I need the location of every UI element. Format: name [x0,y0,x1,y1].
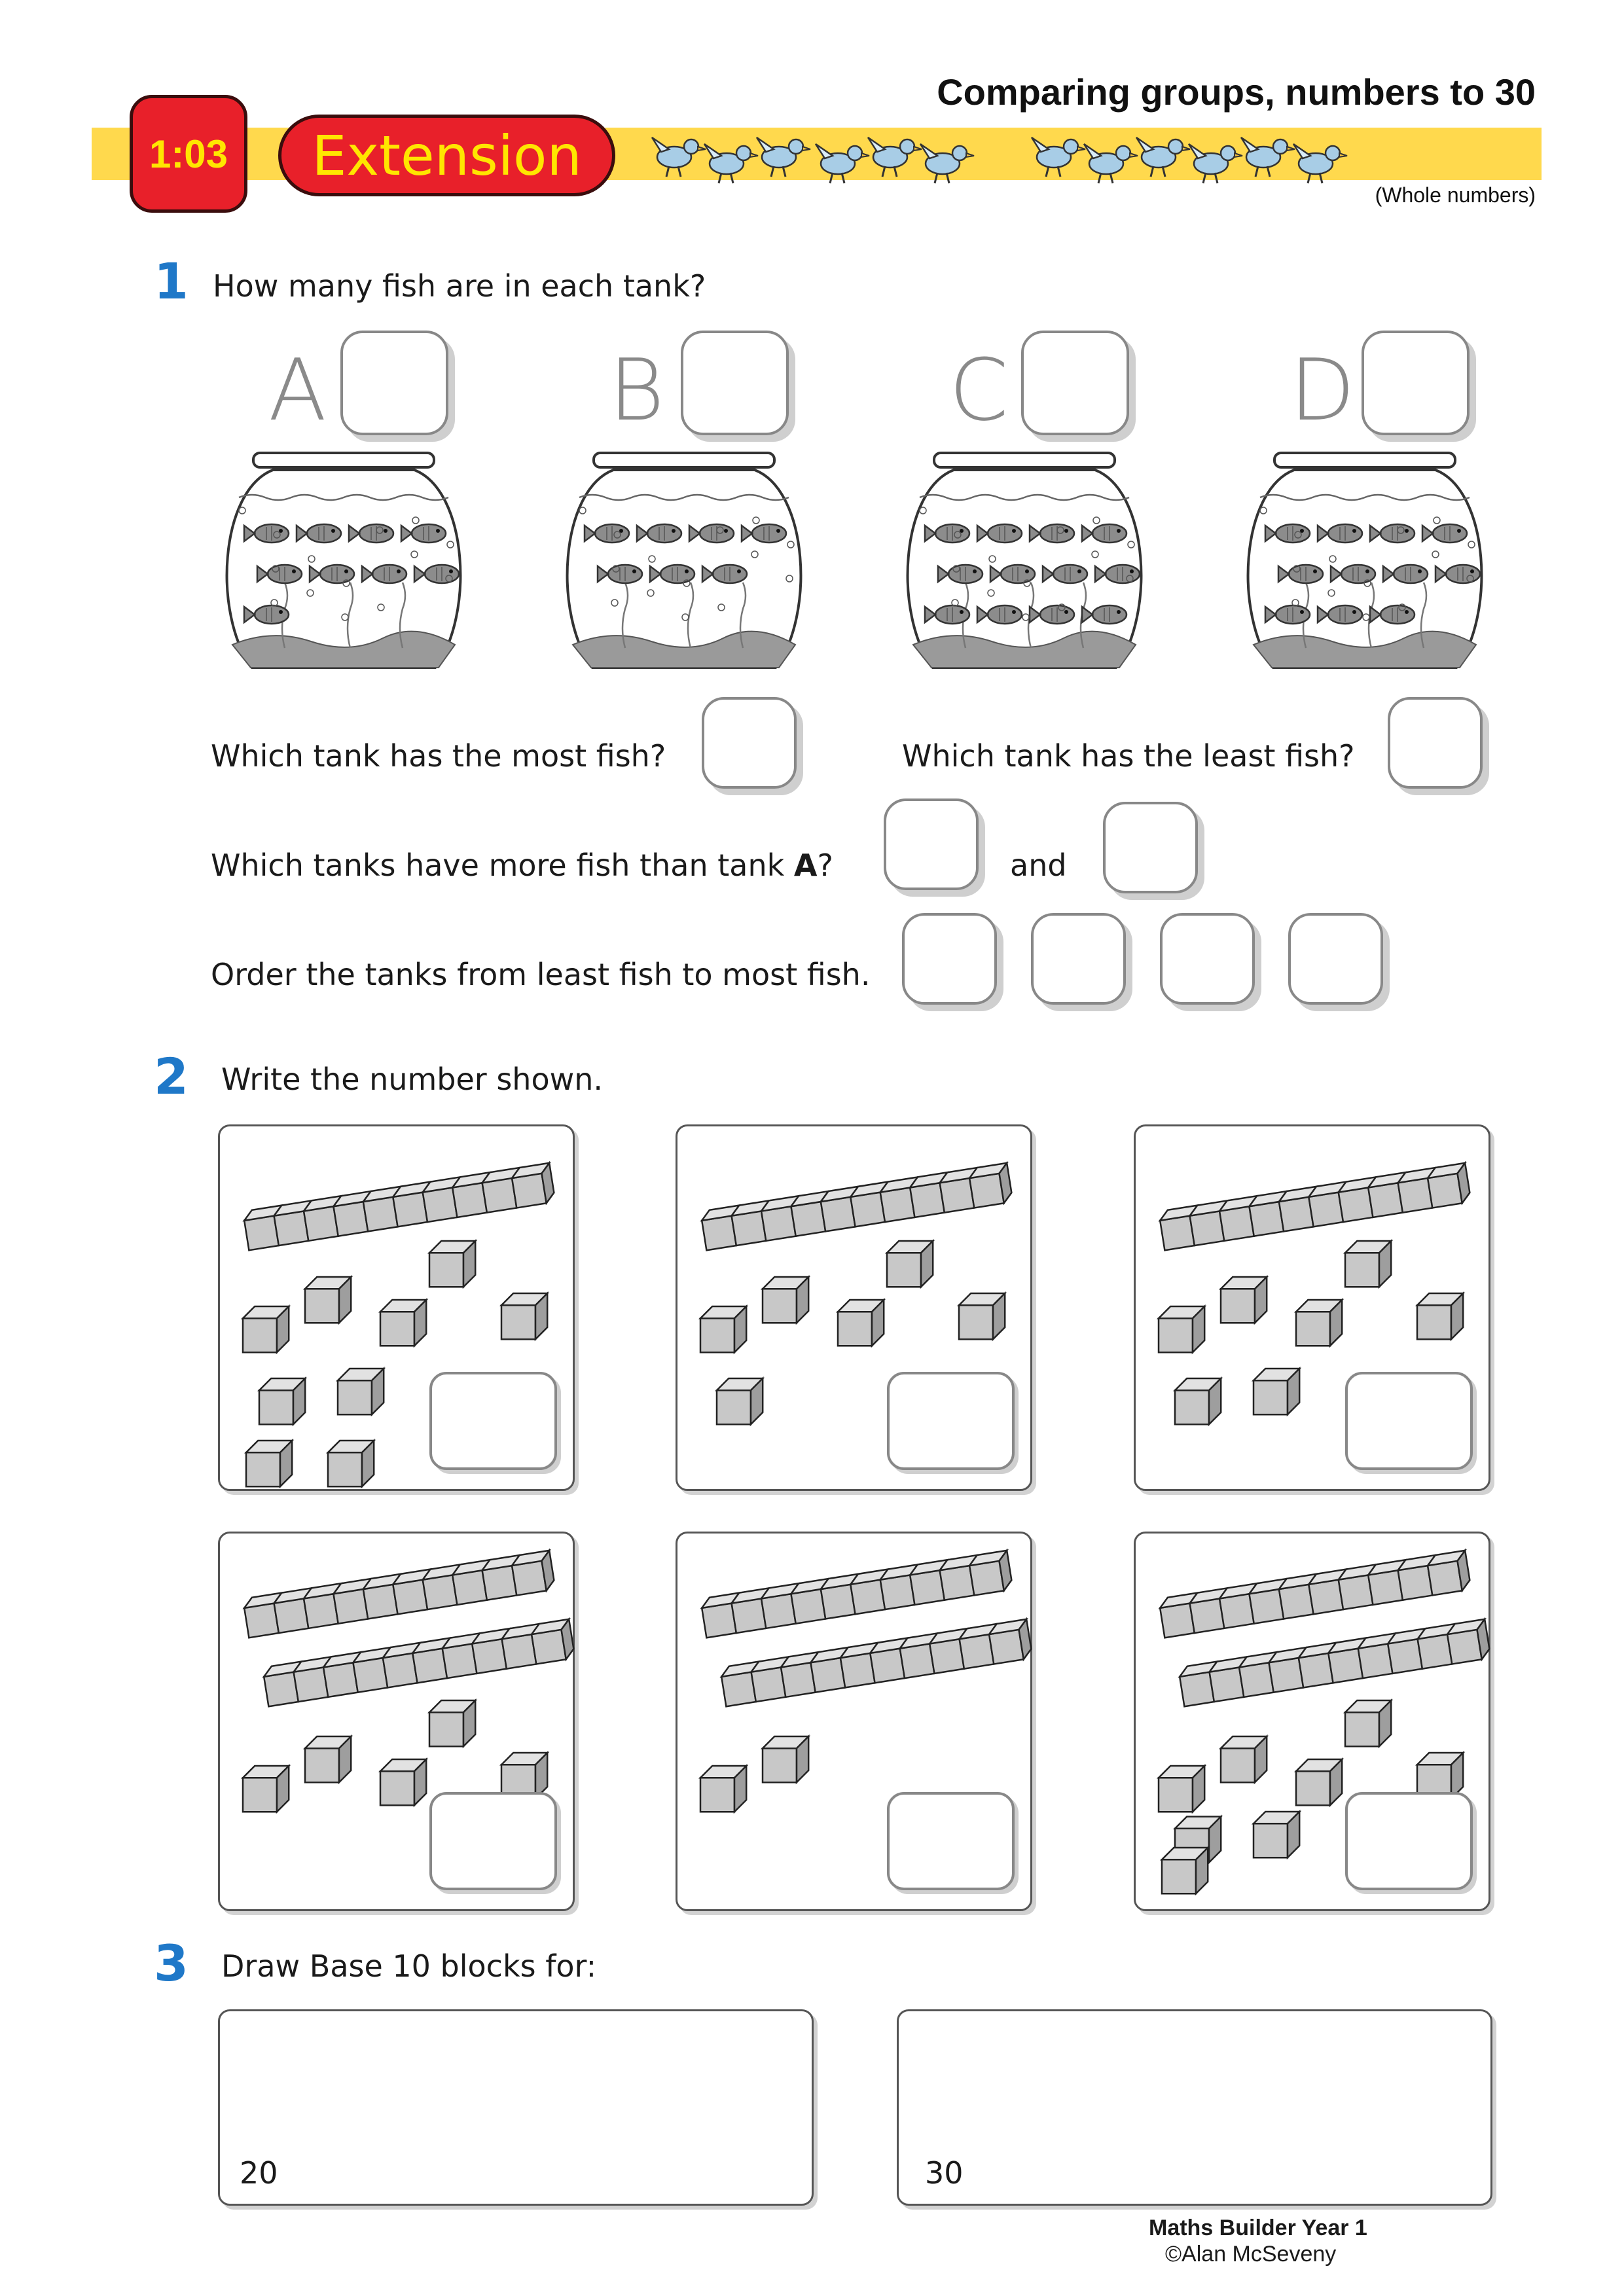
unit-cube [501,1293,547,1339]
question-2-prompt: Write the number shown. [221,1062,603,1097]
bird-icon [704,144,758,183]
unit-cube [959,1293,1005,1339]
tank-letter-b: B [609,340,665,440]
unit-cube [380,1300,426,1346]
unit-cube [380,1759,426,1805]
unit-cube [243,1306,289,1352]
unit-cube [700,1766,746,1812]
bird-icon [1293,144,1347,183]
question-1-prompt: How many fish are in each tank? [213,268,706,304]
footer-book-title: Maths Builder Year 1 [1149,2215,1367,2240]
bird-icon [1084,144,1138,183]
base-ten-panel-1 [218,1124,575,1491]
draw-box-20[interactable] [218,2009,814,2206]
tank-count-box-b[interactable] [681,331,789,435]
base-ten-panel-3 [1134,1124,1490,1491]
least-fish-prompt: Which tank has the least fish? [902,738,1355,774]
unit-cube [328,1441,374,1486]
order-answer-box-4[interactable] [1288,913,1383,1005]
ten-rod [700,1163,1013,1250]
more-than-a-answer-box-1[interactable] [884,798,979,890]
tank-count-box-c[interactable] [1021,331,1129,435]
unit-cube [259,1378,305,1424]
number-answer-box-3[interactable] [1345,1372,1473,1470]
base-ten-panel-6 [1134,1532,1490,1911]
more-than-a-prompt-post: ? [817,848,833,883]
unit-cube [305,1277,351,1323]
unit-cube [1345,1700,1391,1746]
ten-rod [243,1163,556,1250]
base-ten-panel-2 [676,1124,1032,1491]
more-than-a-prompt [211,848,833,883]
ten-rod [720,1619,1033,1706]
ten-rod [1178,1619,1491,1706]
base-ten-panel-4 [218,1532,575,1911]
ten-rod [262,1619,575,1706]
tank-count-box-a[interactable] [340,331,448,435]
ten-rod [700,1551,1013,1638]
question-number-2: 2 [154,1047,189,1105]
bird-icon [1032,137,1085,177]
bird-icon [1136,137,1190,177]
unit-cube [1345,1241,1391,1287]
ten-rod [1159,1163,1471,1250]
footer-copyright: ©Alan McSeveny [1165,2242,1337,2267]
tank-a-reference: A [793,848,818,883]
order-answer-box-2[interactable] [1031,913,1126,1005]
bird-icon [816,144,869,183]
fish-tank-b [553,452,841,677]
bird-icon [920,144,974,183]
unit-cube [243,1766,289,1812]
fish-tank-a [213,452,501,677]
unit-cube [305,1736,351,1782]
worksheet-topic: Comparing groups, numbers to 30 [937,71,1536,113]
number-answer-box-1[interactable] [429,1372,557,1470]
ten-rod [243,1551,556,1638]
draw-box-30[interactable] [897,2009,1492,2206]
tank-count-box-d[interactable] [1362,331,1470,435]
most-fish-answer-box[interactable] [702,697,797,789]
bird-icon [1241,137,1295,177]
most-fish-prompt: Which tank has the most fish? [211,738,666,774]
unit-cube [1296,1759,1342,1805]
level-badge: Extension [278,115,615,196]
question-3-prompt: Draw Base 10 blocks for: [221,1948,597,1984]
draw-box-30-label: 30 [925,2155,964,2191]
number-answer-box-2[interactable] [887,1372,1015,1470]
unit-cube [1221,1736,1267,1782]
draw-box-20-label: 20 [240,2155,278,2191]
unit-cube [1221,1277,1267,1323]
unit-cube [1417,1293,1463,1339]
order-answer-box-1[interactable] [902,913,997,1005]
ten-rod [1159,1551,1471,1638]
unit-cube [429,1241,475,1287]
unit-cube [763,1277,808,1323]
unit-cube [1175,1378,1221,1424]
number-answer-box-5[interactable] [887,1792,1015,1890]
and-label: and [1010,848,1067,883]
unit-cube [1162,1848,1208,1893]
unit-cube [700,1306,746,1352]
unit-cube [1254,1812,1299,1857]
unit-cube [1159,1766,1204,1812]
order-answer-box-3[interactable] [1160,913,1255,1005]
bird-icon [868,137,922,177]
base-ten-panel-5 [676,1532,1032,1911]
unit-cube [246,1441,292,1486]
unit-cube [1159,1306,1204,1352]
question-number-1: 1 [154,252,189,310]
bird-icon [652,137,706,177]
bird-icon [757,137,810,177]
birds-decoration [628,118,1401,190]
tank-letter-d: D [1290,340,1356,440]
unit-cube [429,1700,475,1746]
fish-tank-d [1234,452,1522,677]
more-than-a-prompt-pre: Which tanks have more fish than tank [211,848,794,883]
unit-cube [838,1300,884,1346]
number-answer-box-4[interactable] [429,1792,557,1890]
tank-letter-a: A [268,340,327,440]
bird-icon [1189,144,1242,183]
strand-label: (Whole numbers) [1375,183,1536,207]
unit-cube [887,1241,933,1287]
unit-cube [717,1378,763,1424]
number-answer-box-6[interactable] [1345,1792,1473,1890]
fish-tank-c [893,452,1182,677]
unit-cube [763,1736,808,1782]
more-than-a-answer-box-2[interactable] [1103,802,1198,893]
unit-cube [338,1369,384,1414]
order-prompt: Order the tanks from least fish to most fish. [211,957,871,992]
least-fish-answer-box[interactable] [1388,697,1483,789]
question-number-3: 3 [154,1934,189,1992]
unit-cube [1296,1300,1342,1346]
worksheet-code-badge: 1:03 [130,95,247,213]
unit-cube [1254,1369,1299,1414]
tank-letter-c: C [949,340,1009,440]
